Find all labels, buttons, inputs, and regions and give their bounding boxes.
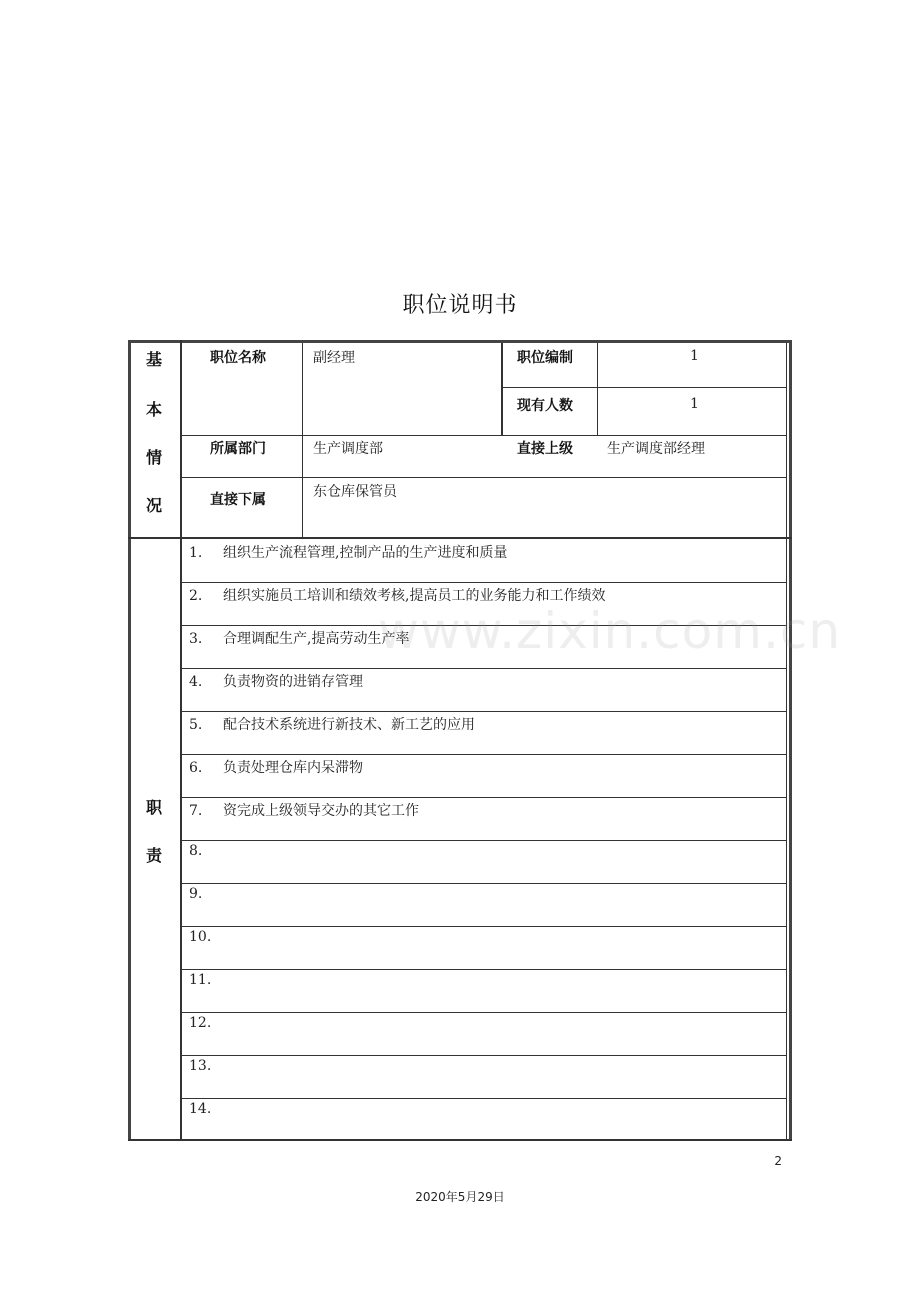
direct-superior-value: 生产调度部经理 [607, 441, 705, 457]
current-staff-label: 现有人数 [517, 398, 573, 414]
section-char: 况 [145, 496, 162, 515]
headcount-quota-label: 职位编制 [517, 350, 573, 366]
duty-item: 5. 配合技术系统进行新技术、新工艺的应用 [189, 717, 475, 733]
duty-item: 12. [189, 1015, 212, 1031]
department-value: 生产调度部 [313, 441, 383, 457]
section-char: 职 [145, 798, 162, 817]
duty-item: 10. [189, 929, 212, 945]
duty-item: 13. [189, 1058, 212, 1074]
duty-item: 4. 负责物资的进销存管理 [189, 674, 363, 690]
headcount-quota-value: 1 [690, 348, 699, 364]
duty-item: 14. [189, 1101, 212, 1117]
direct-subordinate-label: 直接下属 [210, 492, 266, 508]
section-char: 责 [145, 846, 162, 865]
duty-item: 2. 组织实施员工培训和绩效考核,提高员工的业务能力和工作绩效 [189, 588, 606, 604]
duty-item: 3. 合理调配生产,提高劳动生产率 [189, 631, 410, 647]
watermark: www.zixin.com.cn [378, 602, 842, 660]
duty-item: 9. [189, 886, 203, 902]
direct-superior-label: 直接上级 [517, 441, 573, 457]
direct-subordinate-value: 东仓库保管员 [313, 484, 397, 500]
duty-item: 6. 负责处理仓库内呆滞物 [189, 760, 363, 776]
footer-date: 2020年5月29日 [415, 1190, 505, 1204]
document-title: 职位说明书 [402, 293, 518, 318]
duty-item: 7. 资完成上级领导交办的其它工作 [189, 803, 419, 819]
position-name-value: 副经理 [313, 350, 355, 366]
section-char: 基 [145, 350, 162, 369]
job-description-table [128, 340, 792, 1141]
position-name-label: 职位名称 [210, 350, 266, 366]
duty-item: 11. [189, 972, 212, 988]
department-label: 所属部门 [210, 441, 266, 457]
section-char: 本 [145, 400, 162, 419]
duty-item: 1. 组织生产流程管理,控制产品的生产进度和质量 [189, 545, 508, 561]
duty-item: 8. [189, 843, 203, 859]
current-staff-value: 1 [690, 396, 699, 412]
page-number: 2 [774, 1154, 782, 1168]
section-char: 情 [145, 448, 162, 467]
